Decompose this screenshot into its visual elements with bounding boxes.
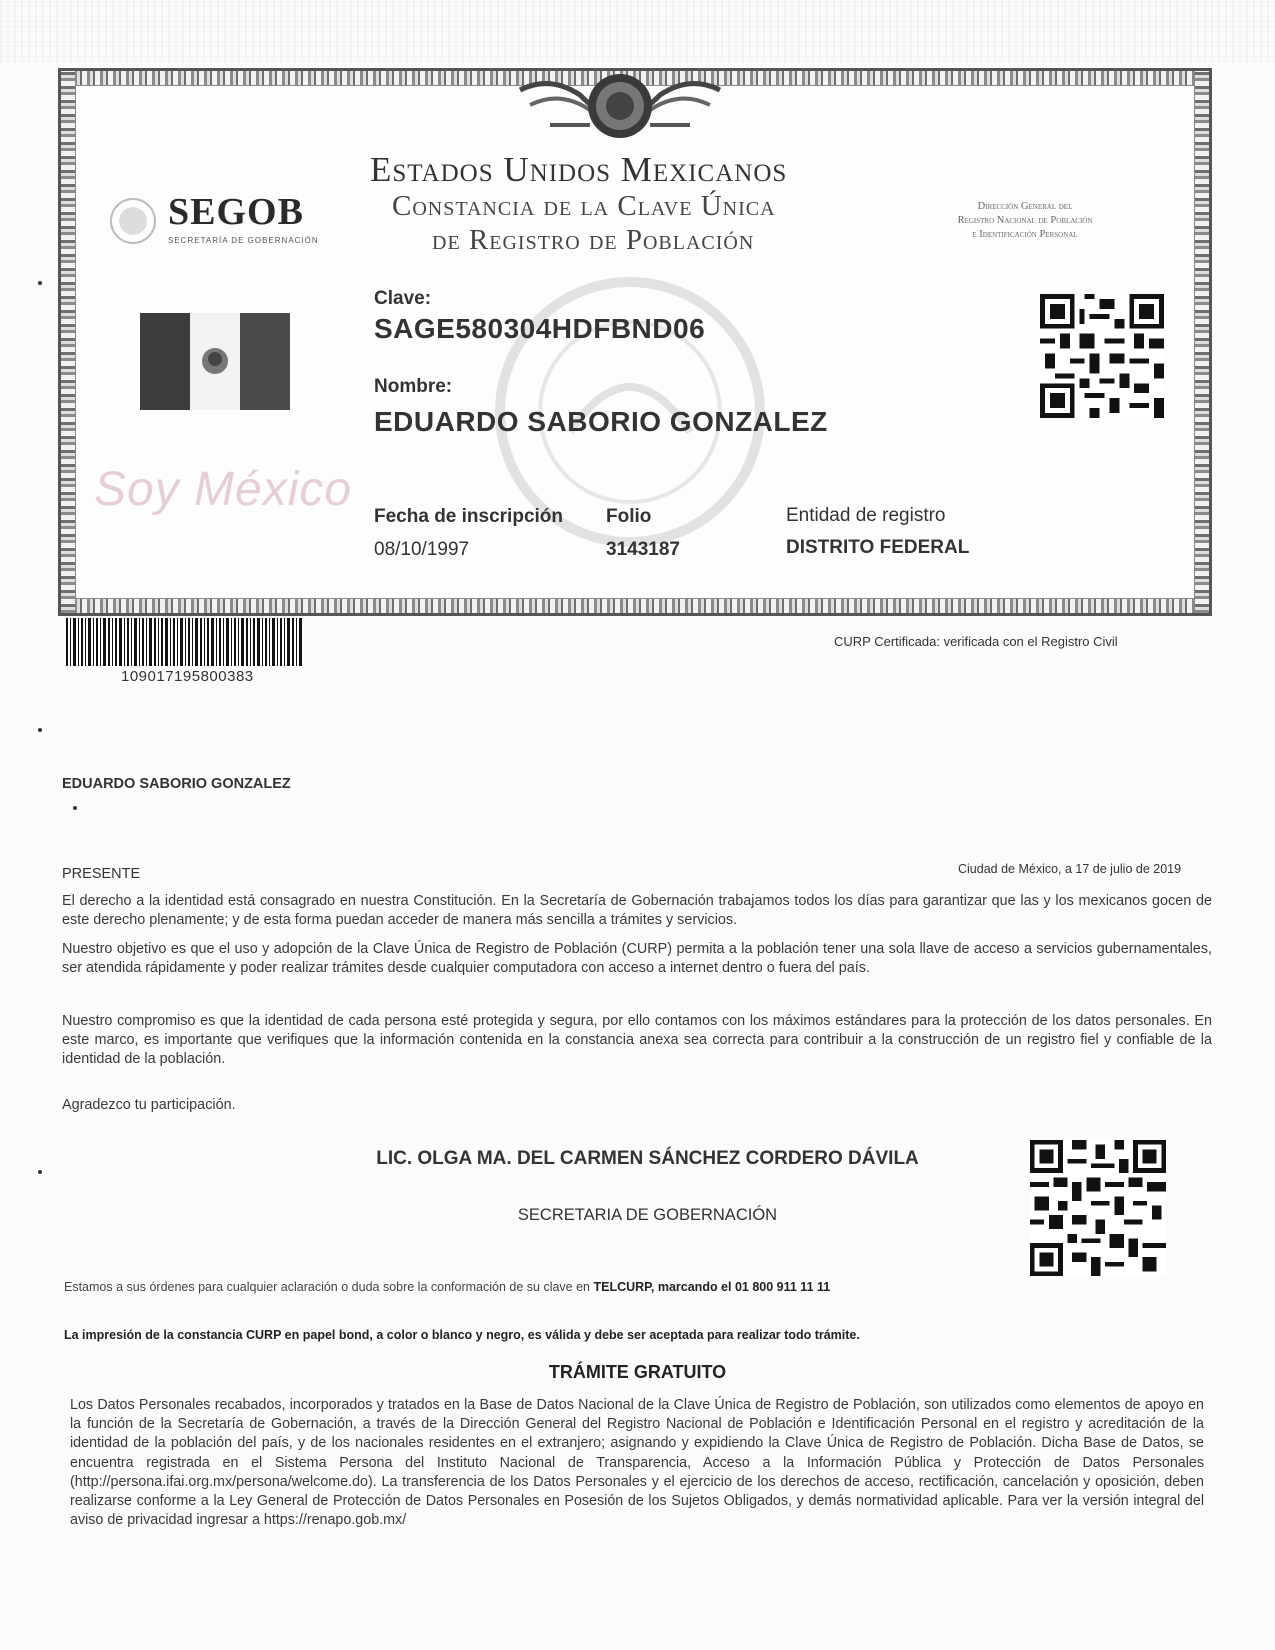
certificate-border-bottom bbox=[61, 599, 1209, 613]
letter-paragraph-2: Nuestro objetivo es que el uso y adopción de la Clave Única de Registro de Población (CURP) permita a la población tener una sola llave de acceso a servicios gubernamentales, ser atendida rápidamente y poder realizar trámites desde cualquier computadora con acceso a internet dentro o fuera del país. bbox=[62, 941, 1212, 976]
letter-paragraph-3: Nuestro compromiso es que la identidad de cada persona esté protegida y segura, por ello contamos con los máximos estándares para la protección de los datos personales. En este marco, es importante que verifiques que la información contenida en la constancia anexa sea correcta para contribuir a la construcción de un registro fiel y confiable de la identidad de la población. bbox=[62, 1013, 1212, 1067]
nombre-label: Nombre: bbox=[374, 376, 453, 397]
clave-value: SAGE580304HDFBND06 bbox=[374, 313, 706, 344]
dgr-line-1: Dirección General del bbox=[977, 201, 1073, 212]
dgr-line-3: e Identificación Personal bbox=[972, 229, 1078, 240]
barcode-number: 109017195800383 bbox=[121, 668, 254, 685]
entidad-registro-label: Entidad de registro bbox=[786, 505, 946, 526]
tramite-gratuito-heading: TRÁMITE GRATUITO bbox=[548, 1362, 727, 1382]
certificate-border-left bbox=[61, 71, 75, 613]
entidad-registro-value: DISTRITO FEDERAL bbox=[786, 537, 970, 558]
certificate-title-constancia: Constancia de la Clave Única bbox=[392, 190, 776, 222]
privacy-notice: Los Datos Personales recabados, incorporados y tratados en la Base de Datos Nacional de la Clave Única de Registro de Población, son utilizados como elementos de apoyo en la función de la Secretaría de Gobernación, a través de la Dirección General del Registro Nacional de Población e Identificación Personal en el registro y acreditación de la identidad de la población del país, y de los nacionales residentes en el extranjero; asignando y expidiendo la Clave Única de Registro de Población. Dicha Base de Datos, se encuentra registrada en el Sistema Persona del Instituto Nacional de Transparencia, Acceso a la Información Pública y Protección de Datos Personales (http://persona.ifai.org.mx/persona/welcome.do). La transferencia de los Datos Personales y el ejercicio de los derechos de acceso, rectificación, cancelación y oposición, deben realizarse conforme a la Ley General de Protección de Datos Personales en Posesión de los Sujetos Obligados, y demás normatividad aplicable. Para ver la versión integral del aviso de privacidad ingresar a https://renapo.gob.mx/ bbox=[70, 1397, 1204, 1529]
soy-mexico-watermark: Soy México bbox=[94, 463, 353, 516]
letter-closing: Agradezco tu participación. bbox=[62, 1097, 236, 1113]
contact-phone: TELCURP, marcando el 01 800 911 11 11 bbox=[593, 1280, 831, 1294]
fecha-inscripcion-value: 08/10/1997 bbox=[374, 539, 470, 560]
signer-title: SECRETARIA DE GOBERNACIÓN bbox=[517, 1206, 778, 1224]
folio-label: Folio bbox=[606, 506, 652, 527]
certificate-title-registro: de Registro de Población bbox=[432, 224, 755, 256]
letter-place-date: Ciudad de México, a 17 de julio de 2019 bbox=[958, 862, 1182, 876]
folio-value: 3143187 bbox=[606, 539, 680, 560]
fecha-inscripcion-label: Fecha de inscripción bbox=[374, 506, 563, 527]
scan-speck bbox=[38, 1170, 42, 1174]
dgrnpip-label bbox=[895, 200, 1155, 242]
clave-label: Clave: bbox=[374, 288, 432, 309]
telcurp-contact bbox=[64, 1280, 830, 1294]
impresion-validity-note: La impresión de la constancia CURP en papel bond, a color o blanco y negro, es válida y debe ser aceptada para realizar todo trámite. bbox=[64, 1328, 860, 1342]
qr-code-icon bbox=[1040, 294, 1164, 418]
segob-logo: SEGOB bbox=[168, 191, 304, 233]
nombre-value: EDUARDO SABORIO GONZALEZ bbox=[374, 406, 828, 437]
letter-addressee: EDUARDO SABORIO GONZALEZ bbox=[62, 776, 291, 792]
scan-speck bbox=[38, 281, 42, 285]
letter-presente: PRESENTE bbox=[62, 866, 141, 882]
qr-code-icon bbox=[1030, 1140, 1166, 1276]
national-seal-icon bbox=[510, 70, 730, 142]
certificate-title-country: Estados Unidos Mexicanos bbox=[370, 150, 788, 189]
letter-paragraph-1: El derecho a la identidad está consagrado en nuestra Constitución. En la Secretaría de Gobernación trabajamos todos los días para garantizar que las y los mexicanos gocen de este derecho plenamente; y de esta forma puedan acceder de manera más sencilla a trámites y servicios. bbox=[62, 893, 1212, 928]
mexican-flag-icon bbox=[140, 313, 290, 410]
dgr-line-2: Registro Nacional de Población bbox=[957, 215, 1093, 226]
barcode-icon bbox=[66, 618, 302, 666]
segob-emblem-icon bbox=[108, 196, 158, 246]
scan-noise bbox=[0, 0, 1275, 62]
scan-speck bbox=[38, 728, 42, 732]
certificate-border-right bbox=[1195, 71, 1209, 613]
segob-logo-subtitle: SECRETARÍA DE GOBERNACIÓN bbox=[168, 236, 319, 245]
curp-certificada-note: CURP Certificada: verificada con el Registro Civil bbox=[834, 634, 1118, 649]
contact-text: Estamos a sus órdenes para cualquier aclaración o duda sobre la conformación de su clave en bbox=[64, 1280, 594, 1294]
scan-speck bbox=[73, 806, 77, 810]
signer-name: LIC. OLGA MA. DEL CARMEN SÁNCHEZ CORDERO DÁVILA bbox=[376, 1148, 919, 1169]
